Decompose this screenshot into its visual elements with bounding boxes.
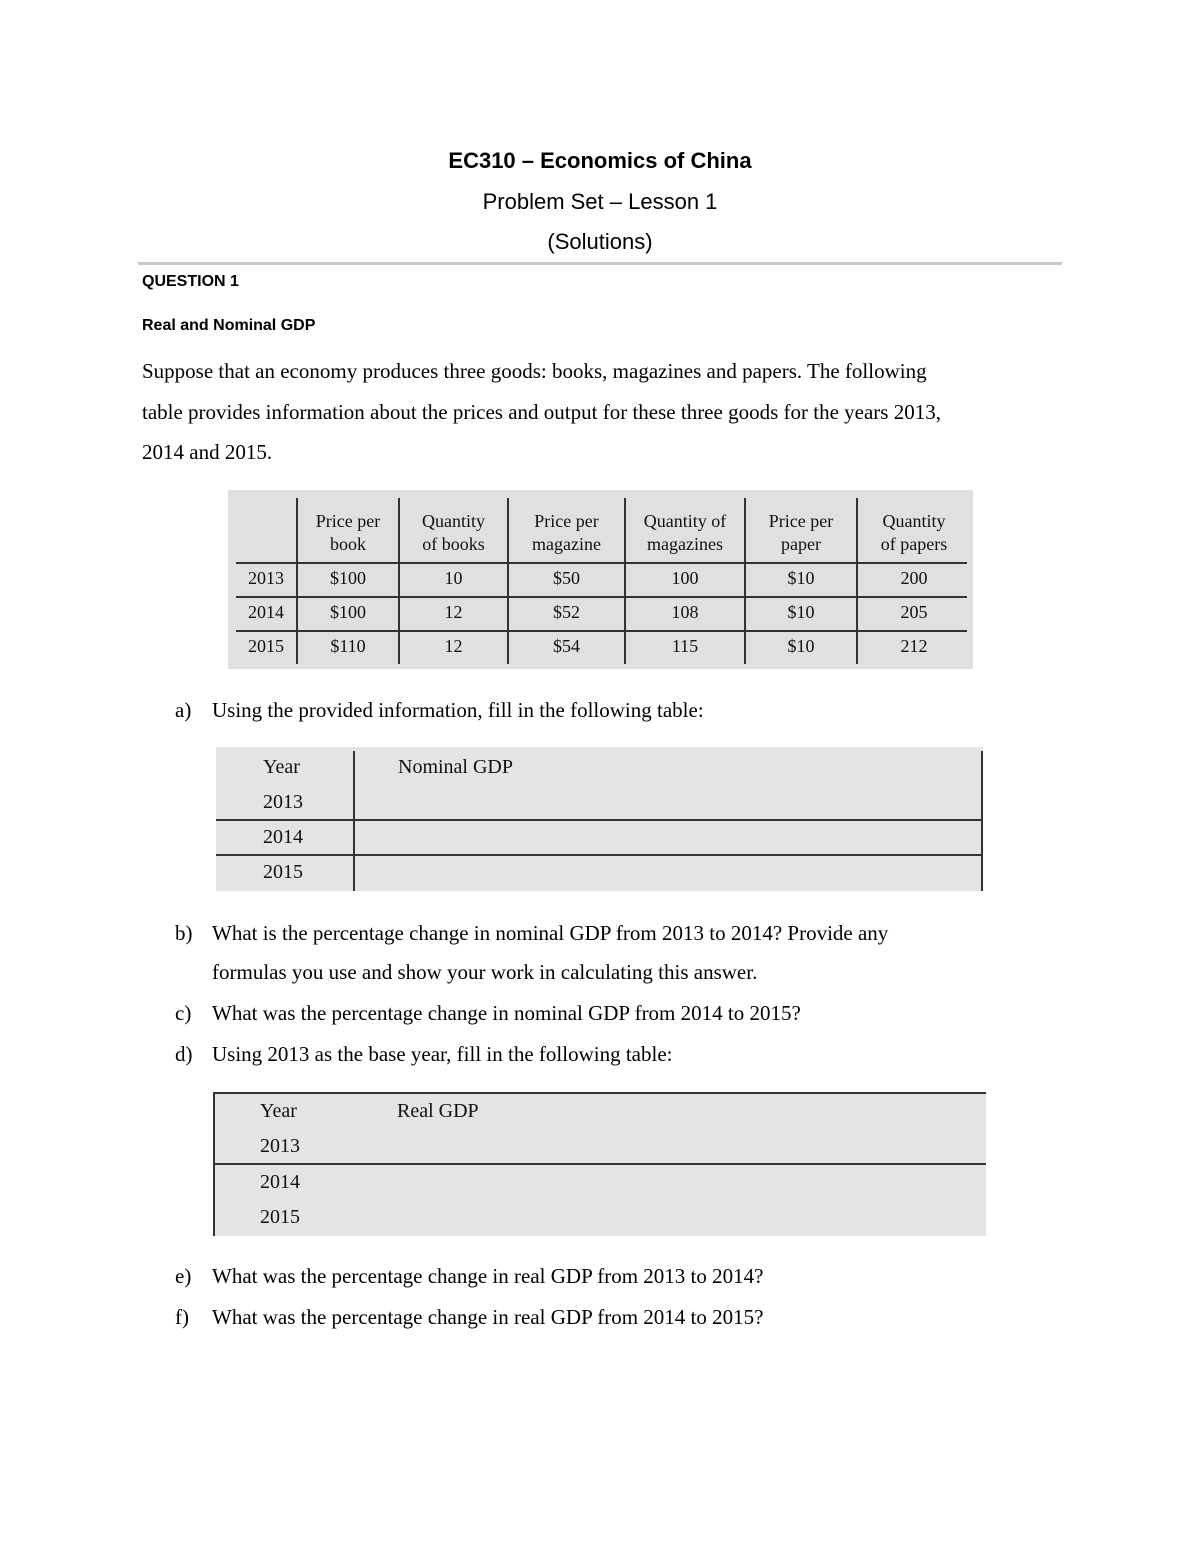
year-cell: 2015 xyxy=(263,861,303,883)
year-cell: 2015 xyxy=(260,1206,300,1228)
part-a xyxy=(175,698,704,723)
nominal-gdp-header: Nominal GDP xyxy=(398,756,513,778)
part-letter: d) xyxy=(175,1042,193,1066)
column-divider xyxy=(353,751,355,891)
year-cell: 2015 xyxy=(248,636,284,656)
part-text: What was the percentage change in real GDP from 2013 to 2014? xyxy=(212,1264,764,1288)
table-border-right xyxy=(981,751,983,891)
year-cell: 2014 xyxy=(248,602,284,622)
part-text: What is the percentage change in nominal GDP from 2013 to 2014? Provide any xyxy=(212,921,889,945)
header-quantity-magazines xyxy=(626,510,744,556)
header-line: magazines xyxy=(647,534,723,554)
part-text: What was the percentage change in nominal GDP from 2014 to 2015? xyxy=(212,1001,801,1025)
header-line: Quantity xyxy=(882,511,946,531)
header-price-book xyxy=(298,510,398,556)
table-cell: $54 xyxy=(553,636,580,656)
intro-line-2: table provides information about the prices and output for these three goods for the years 2013, xyxy=(142,400,941,424)
table-cell: 10 xyxy=(444,568,463,588)
table-cell: 100 xyxy=(671,568,699,588)
header-price-paper xyxy=(746,510,856,556)
solutions-label: (Solutions) xyxy=(547,229,653,254)
table-border-top xyxy=(213,1092,986,1094)
header-line: Quantity xyxy=(422,511,485,531)
table-cell: 108 xyxy=(671,602,699,622)
year-cell: 2013 xyxy=(248,568,284,588)
header-line: magazine xyxy=(532,534,601,554)
table-cell: 12 xyxy=(444,636,463,656)
header-line: of papers xyxy=(880,534,948,554)
header-divider xyxy=(138,262,1062,265)
part-text: Using the provided information, fill in the following table: xyxy=(212,698,704,722)
year-header: Year xyxy=(260,1100,297,1122)
header-line: Price per xyxy=(315,511,381,531)
year-cell: 2014 xyxy=(260,1171,300,1193)
part-text: Using 2013 as the base year, fill in the following table: xyxy=(212,1042,673,1066)
part-letter: e) xyxy=(175,1264,192,1288)
intro-line-1: Suppose that an economy produces three goods: books, magazines and papers. The following xyxy=(142,359,927,383)
row-divider xyxy=(213,1163,986,1165)
year-header: Year xyxy=(263,756,300,778)
part-b xyxy=(175,921,888,946)
header-line: paper xyxy=(781,534,821,554)
header-price-magazine xyxy=(509,510,624,556)
part-c xyxy=(175,1001,801,1026)
table-cell: 200 xyxy=(900,568,928,588)
part-d xyxy=(175,1042,672,1067)
year-cell: 2014 xyxy=(263,826,303,848)
part-letter: f) xyxy=(175,1305,189,1329)
table-cell: 212 xyxy=(900,636,928,656)
table-cell: $110 xyxy=(330,636,366,656)
document-subtitle: Problem Set – Lesson 1 xyxy=(482,189,718,214)
year-cell: 2013 xyxy=(263,791,303,813)
header-quantity-books xyxy=(400,510,507,556)
table-cell: $10 xyxy=(787,568,815,588)
part-letter: a) xyxy=(175,698,192,722)
table-cell: 12 xyxy=(444,602,463,622)
price-quantity-table xyxy=(228,490,973,669)
row-divider xyxy=(216,854,983,856)
table-cell: $100 xyxy=(330,568,366,588)
header-quantity-papers xyxy=(858,510,970,556)
part-b-continued: formulas you use and show your work in calculating this answer. xyxy=(212,960,758,984)
year-cell: 2013 xyxy=(260,1135,300,1157)
table-cell: $10 xyxy=(787,636,815,656)
part-f xyxy=(175,1305,763,1330)
intro-line-3: 2014 and 2015. xyxy=(142,440,273,464)
question-topic: Real and Nominal GDP xyxy=(142,317,316,334)
table-cell: $100 xyxy=(330,602,366,622)
part-text: What was the percentage change in real GDP from 2014 to 2015? xyxy=(212,1305,764,1329)
real-gdp-table xyxy=(213,1092,986,1236)
header-line: Quantity of xyxy=(643,511,727,531)
real-gdp-header: Real GDP xyxy=(397,1100,479,1122)
table-cell: 205 xyxy=(900,602,928,622)
header-line: of books xyxy=(422,534,485,554)
table-cell: $10 xyxy=(787,602,815,622)
question-label: QUESTION 1 xyxy=(142,273,239,290)
document-title: EC310 – Economics of China xyxy=(448,148,752,173)
header-line: Price per xyxy=(768,511,834,531)
part-letter: b) xyxy=(175,921,193,945)
table-cell: 115 xyxy=(671,636,699,656)
table-cell: $50 xyxy=(553,568,580,588)
nominal-gdp-table xyxy=(216,747,983,891)
row-divider xyxy=(236,562,967,564)
header-line: Price per xyxy=(534,511,599,531)
row-divider xyxy=(236,630,967,632)
row-divider xyxy=(236,596,967,598)
part-letter: c) xyxy=(175,1001,192,1025)
header-line: book xyxy=(330,534,366,554)
table-cell: $52 xyxy=(553,602,580,622)
row-divider xyxy=(216,819,983,821)
part-e xyxy=(175,1264,763,1289)
